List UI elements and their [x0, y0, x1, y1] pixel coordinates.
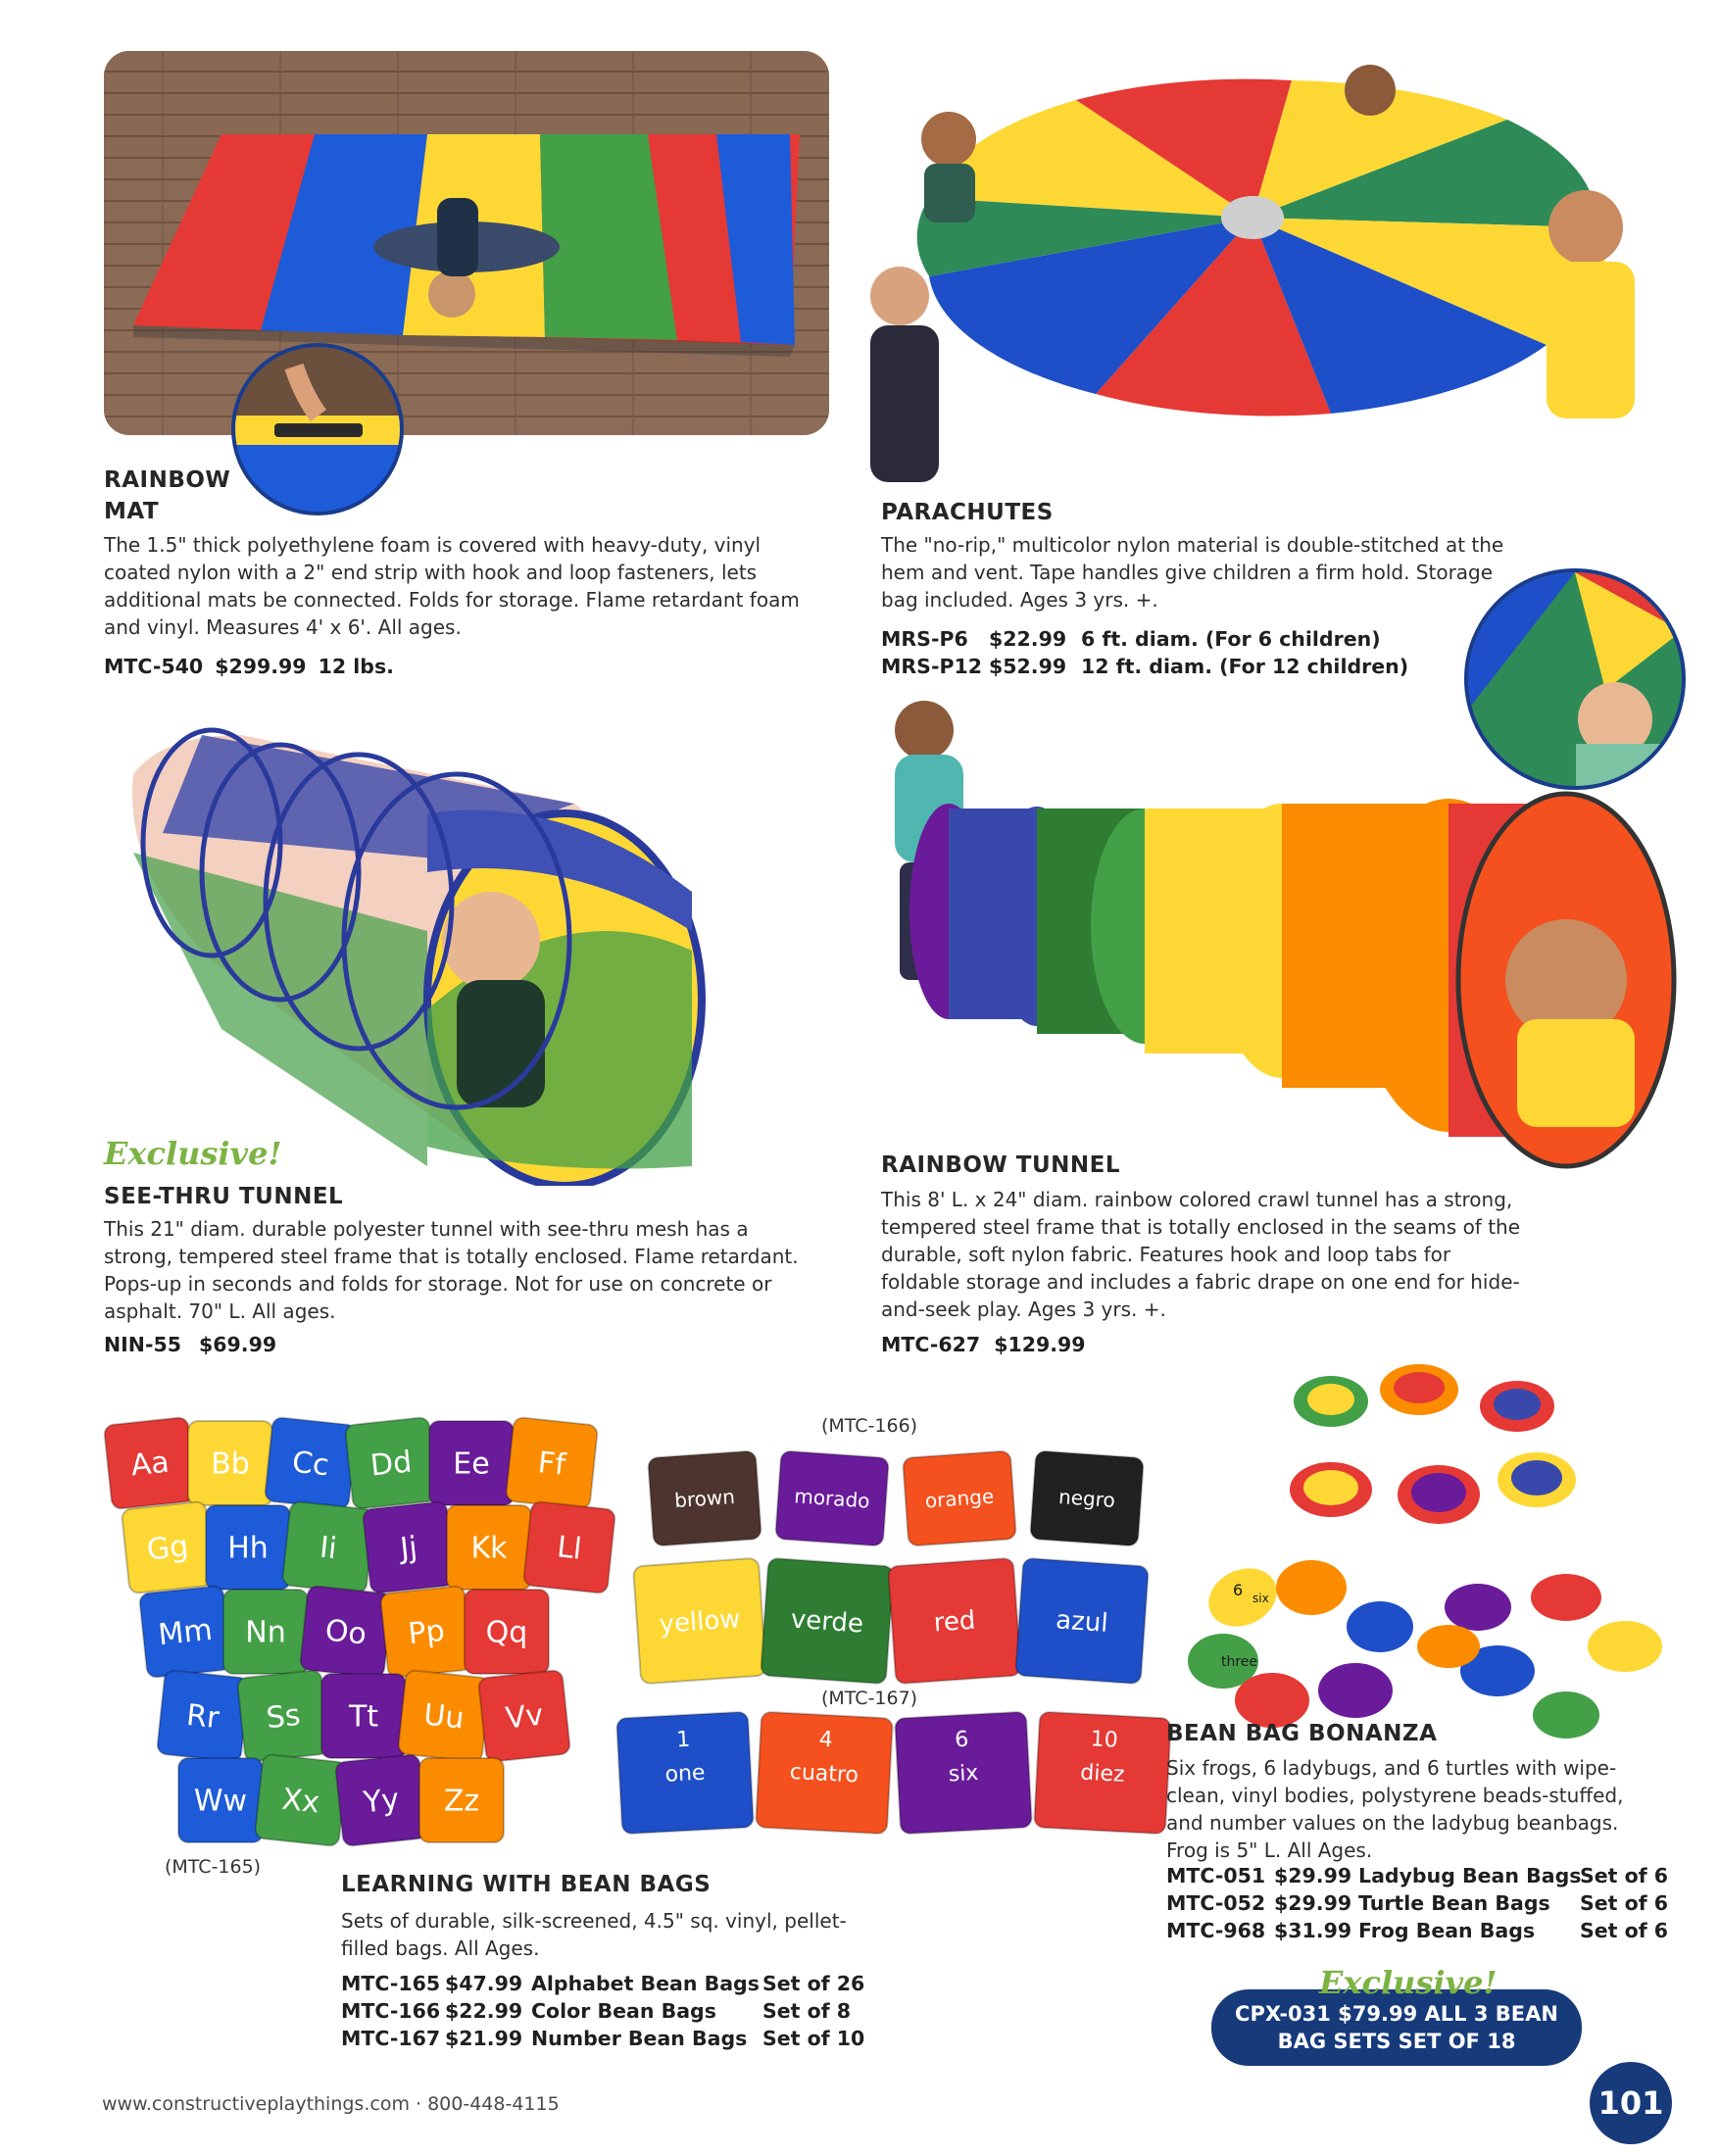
alphabet-bag-label: Ee	[453, 1446, 490, 1482]
number-bag	[1034, 1712, 1171, 1835]
sku: MTC-052	[1166, 1891, 1266, 1915]
price: $299.99	[215, 655, 307, 678]
sku: MTC-167	[341, 2027, 441, 2050]
bean-bag-item-166	[341, 1997, 864, 2025]
rainbow-mat-sku-row	[104, 653, 394, 680]
alphabet-bag-label: Aa	[128, 1445, 172, 1484]
alphabet-bag	[223, 1590, 308, 1674]
alphabet-bag	[380, 1586, 473, 1679]
ladybug-label-three: three	[1221, 1654, 1258, 1670]
parachutes-sku-list	[881, 625, 1408, 680]
parachute-photo	[841, 51, 1684, 502]
alphabet-bag-label: Uu	[421, 1697, 467, 1737]
alphabet-bag-label: Xx	[280, 1782, 321, 1821]
alphabet-bag-label: Kk	[470, 1531, 508, 1566]
alphabet-bag-label: Dd	[368, 1445, 414, 1484]
alphabet-bag	[178, 1758, 263, 1842]
page-number: 101	[1597, 2084, 1664, 2122]
sku: NIN-55	[104, 1333, 181, 1356]
bundle-offer-line2: BAG SETS SET OF 18	[1277, 2030, 1516, 2053]
alphabet-bag	[282, 1501, 375, 1594]
rainbow-mat-photo	[104, 51, 829, 435]
color-bag-label: orange	[924, 1484, 995, 1513]
learning-bean-bags-description: Sets of durable, silk-screened, 4.5" sq. vinyl, pellet-filled bags. All Ages.	[341, 1909, 847, 1960]
bonanza-title: BEAN BAG BONANZA	[1166, 1721, 1438, 1746]
alphabet-bag	[300, 1586, 393, 1679]
bean-bag-item-165	[341, 1970, 864, 1997]
sku: MTC-051	[1166, 1864, 1266, 1887]
item-set: Set of 10	[762, 2027, 865, 2050]
weight: 12 lbs.	[318, 655, 394, 678]
see-thru-tunnel-description: This 21" diam. durable polyester tunnel with see-thru mesh has a strong, tempered steel frame that is totally enclosed. Flame retardant. Pops-up in seconds and folds for storage. Not for use on concrete or asphalt. 70" L. All ages.	[104, 1217, 799, 1323]
item-desc: Frog Bean Bags	[1358, 1919, 1536, 1942]
item-desc: 12 ft. diam. (For 12 children)	[1081, 655, 1409, 678]
price: $69.99	[198, 1333, 277, 1356]
rainbow-mat-title-line1: RAINBOW	[104, 467, 231, 493]
alphabet-bag-label: Tt	[348, 1699, 379, 1735]
color-bag-label: verde	[789, 1604, 864, 1640]
item-desc: Color Bean Bags	[531, 1999, 716, 2023]
bundle-offer-line1: CPX-031 $79.99 ALL 3 BEAN	[1235, 2002, 1558, 2026]
sku: MTC-627	[881, 1333, 981, 1356]
number-bag-digit: 10	[1090, 1727, 1119, 1753]
parachute-item-p12	[881, 653, 1408, 680]
alphabet-bag	[206, 1505, 290, 1590]
alphabet-bag	[265, 1417, 358, 1510]
alphabet-bag	[398, 1670, 491, 1763]
alphabet-bag-label: Zz	[443, 1784, 480, 1819]
price: $52.99	[989, 655, 1067, 678]
price: $47.99	[445, 1972, 523, 1995]
alphabet-bean-bags-photo	[98, 1411, 627, 1852]
item-desc: Alphabet Bean Bags	[531, 1972, 760, 1995]
alphabet-bag	[335, 1754, 428, 1847]
alphabet-bag	[139, 1586, 232, 1679]
color-bag	[1030, 1450, 1144, 1545]
price: $29.99	[1274, 1891, 1352, 1915]
alphabet-bag	[429, 1421, 514, 1505]
alphabet-bag-label: Cc	[290, 1445, 331, 1484]
sku: MTC-165	[341, 1972, 441, 1995]
color-bag	[761, 1558, 894, 1685]
color-bag-label: yellow	[658, 1604, 742, 1640]
price: $31.99	[1274, 1919, 1352, 1942]
alphabet-bag-label: Rr	[184, 1697, 221, 1737]
item-set: Set of 26	[762, 1972, 865, 1995]
number-bean-bags-illustration	[608, 1705, 1186, 1842]
number-bag-digit: 1	[675, 1727, 691, 1753]
bonanza-exclusive-badge: Exclusive!	[1319, 1964, 1498, 2001]
price: $22.99	[445, 1999, 523, 2023]
alphabet-bag	[157, 1670, 250, 1763]
item-desc: Turtle Bean Bags	[1358, 1891, 1550, 1915]
bonanza-sku-list	[1166, 1862, 1668, 1944]
rainbow-tunnel-title: RAINBOW TUNNEL	[881, 1152, 1121, 1178]
alphabet-bag-label: Nn	[245, 1615, 286, 1650]
color-bag	[1015, 1558, 1149, 1685]
alphabet-bag-label: Ss	[265, 1697, 303, 1737]
see-thru-tunnel-sku-row	[104, 1331, 276, 1358]
mat-handle-inset	[231, 343, 404, 515]
rainbow-tunnel-sku-row	[881, 1331, 1086, 1358]
alphabet-bag-label: Oo	[323, 1613, 368, 1652]
alphabet-bag	[237, 1670, 330, 1763]
alphabet-bag	[345, 1417, 438, 1510]
number-bean-bags-photo	[608, 1705, 1186, 1842]
color-bag-label: negro	[1057, 1485, 1116, 1512]
bonanza-item-052	[1166, 1889, 1668, 1917]
sku: MTC-166	[341, 1999, 441, 2023]
rainbow-mat-title-line2: MAT	[104, 499, 160, 524]
alphabet-bag	[523, 1501, 616, 1594]
number-bag	[895, 1712, 1032, 1835]
bonanza-photo	[1154, 1352, 1684, 1744]
alphabet-bag-label: Yy	[362, 1782, 401, 1821]
number-bag	[616, 1712, 754, 1835]
bonanza-illustration	[1154, 1352, 1684, 1744]
rainbow-mat-title	[104, 465, 230, 527]
turtle-group	[1290, 1364, 1576, 1524]
alphabet-bag-label: Jj	[398, 1530, 419, 1567]
ladybug-label-digit: 6	[1233, 1581, 1244, 1599]
number-bag-digit: 6	[954, 1727, 969, 1753]
item-desc: Ladybug Bean Bags	[1358, 1864, 1582, 1887]
color-bag-label: red	[932, 1605, 977, 1639]
number-bag-label: one	[663, 1760, 707, 1788]
caption-mtc-165: (MTC-165)	[165, 1856, 262, 1878]
price: $21.99	[445, 2027, 523, 2050]
frog-group	[1417, 1574, 1662, 1739]
caption-mtc-166: (MTC-166)	[821, 1415, 918, 1437]
alphabet-bag-label: Mm	[156, 1612, 215, 1653]
alphabet-bag	[321, 1674, 406, 1758]
alphabet-bean-bags-illustration	[98, 1411, 627, 1852]
number-bag-digit: 4	[818, 1727, 834, 1753]
alphabet-bag-label: Ww	[193, 1784, 248, 1819]
alphabet-bag-label: Bb	[211, 1446, 250, 1482]
footer-website-phone: www.constructiveplaythings.com · 800-448-4115	[102, 2093, 560, 2115]
alphabet-bag	[188, 1421, 272, 1505]
alphabet-bag-label: Ii	[318, 1530, 339, 1567]
item-desc: 6 ft. diam. (For 6 children)	[1081, 627, 1381, 651]
mat-handle-illustration	[235, 347, 400, 512]
number-bag-label: six	[948, 1760, 979, 1788]
item-desc: Number Bean Bags	[531, 2027, 748, 2050]
rainbow-mat-illustration	[104, 51, 829, 435]
price: $22.99	[989, 627, 1067, 651]
color-bag	[633, 1558, 766, 1685]
number-bag-label: diez	[1079, 1760, 1126, 1788]
see-thru-tunnel-title: SEE-THRU TUNNEL	[104, 1184, 344, 1209]
number-bag-label: cuatro	[789, 1759, 860, 1788]
page-number-badge	[1590, 2062, 1672, 2144]
color-bean-bags-photo	[627, 1445, 1166, 1690]
item-set: Set of 6	[1580, 1891, 1669, 1915]
alphabet-bag	[478, 1670, 571, 1763]
bonanza-description: Six frogs, 6 ladybugs, and 6 turtles with wipe-clean, vinyl bodies, polystyrene beads-stuffed, and number values on the ladybug beanbags. Frog is 5" L. All Ages.	[1166, 1756, 1624, 1862]
alphabet-bag	[465, 1590, 549, 1674]
parachute-item-p6	[881, 625, 1408, 653]
color-bag	[903, 1450, 1016, 1545]
rainbow-mat-description: The 1.5" thick polyethylene foam is covered with heavy-duty, vinyl coated nylon with a 2" end strip with hook and loop fasteners, lets additional mats be connected. Folds for storage. Flame retardant foam and vinyl. Measures 4' x 6'. All ages.	[104, 533, 800, 639]
alphabet-bag	[255, 1754, 348, 1847]
price: $129.99	[994, 1333, 1086, 1356]
parachute-illustration	[841, 51, 1684, 502]
color-bag	[648, 1450, 761, 1545]
see-thru-tunnel-photo	[104, 715, 731, 1186]
see-thru-exclusive-badge: Exclusive!	[104, 1135, 282, 1172]
bean-bag-item-167	[341, 2025, 864, 2052]
parachutes-title: PARACHUTES	[881, 500, 1054, 525]
parachutes-description: The "no-rip," multicolor nylon material is double-stitched at the hem and vent. Tape handles give children a firm hold. Storage bag included. Ages 3 yrs. +.	[881, 533, 1504, 612]
sku: MTC-968	[1166, 1919, 1266, 1942]
learning-bean-bags-title: LEARNING WITH BEAN BAGS	[341, 1872, 712, 1897]
price: $29.99	[1274, 1864, 1352, 1887]
alphabet-bag	[419, 1758, 504, 1842]
sku: MRS-P12	[881, 655, 983, 678]
bonanza-item-051	[1166, 1862, 1668, 1889]
alphabet-bag-label: Ff	[536, 1446, 567, 1483]
learning-bean-bags-sku-list	[341, 1970, 864, 2052]
alphabet-bag	[506, 1417, 599, 1510]
alphabet-bag	[447, 1505, 531, 1590]
alphabet-bag	[122, 1501, 215, 1594]
sku: MRS-P6	[881, 627, 968, 651]
rainbow-tunnel-description: This 8' L. x 24" diam. rainbow colored crawl tunnel has a strong, tempered steel frame that is totally enclosed in the seams of the durable, soft nylon fabric. Features hook and loop tabs for foldable storage and includes a fabric drape on one end for hide-and-seek play. Ages 3 yrs. +.	[881, 1188, 1521, 1321]
alphabet-bag-label: Hh	[227, 1531, 269, 1566]
number-bag	[756, 1712, 893, 1835]
color-bag	[888, 1558, 1021, 1685]
item-set: Set of 6	[1580, 1864, 1669, 1887]
bonanza-item-968	[1166, 1917, 1668, 1944]
ladybug-group	[1188, 1557, 1413, 1728]
alphabet-bag	[104, 1417, 197, 1510]
alphabet-bag-label: Pp	[406, 1613, 447, 1652]
color-bag	[775, 1450, 889, 1545]
color-bean-bags-illustration	[627, 1445, 1166, 1690]
alphabet-bag-label: Ll	[555, 1530, 584, 1567]
color-bag-label: brown	[673, 1484, 736, 1513]
item-set: Set of 6	[1580, 1919, 1669, 1942]
caption-mtc-167: (MTC-167)	[821, 1688, 918, 1709]
alphabet-bag	[363, 1501, 456, 1594]
color-bag-label: azul	[1055, 1605, 1109, 1639]
ladybug-label-six: six	[1252, 1592, 1269, 1605]
see-thru-tunnel-illustration	[104, 715, 731, 1186]
sku: MTC-540	[104, 655, 204, 678]
alphabet-bag-label: Vv	[504, 1697, 545, 1737]
color-bag-label: morado	[793, 1484, 871, 1513]
item-set: Set of 8	[762, 1999, 852, 2023]
alphabet-bag-label: Qq	[485, 1615, 528, 1650]
alphabet-bag-label: Gg	[145, 1529, 190, 1568]
